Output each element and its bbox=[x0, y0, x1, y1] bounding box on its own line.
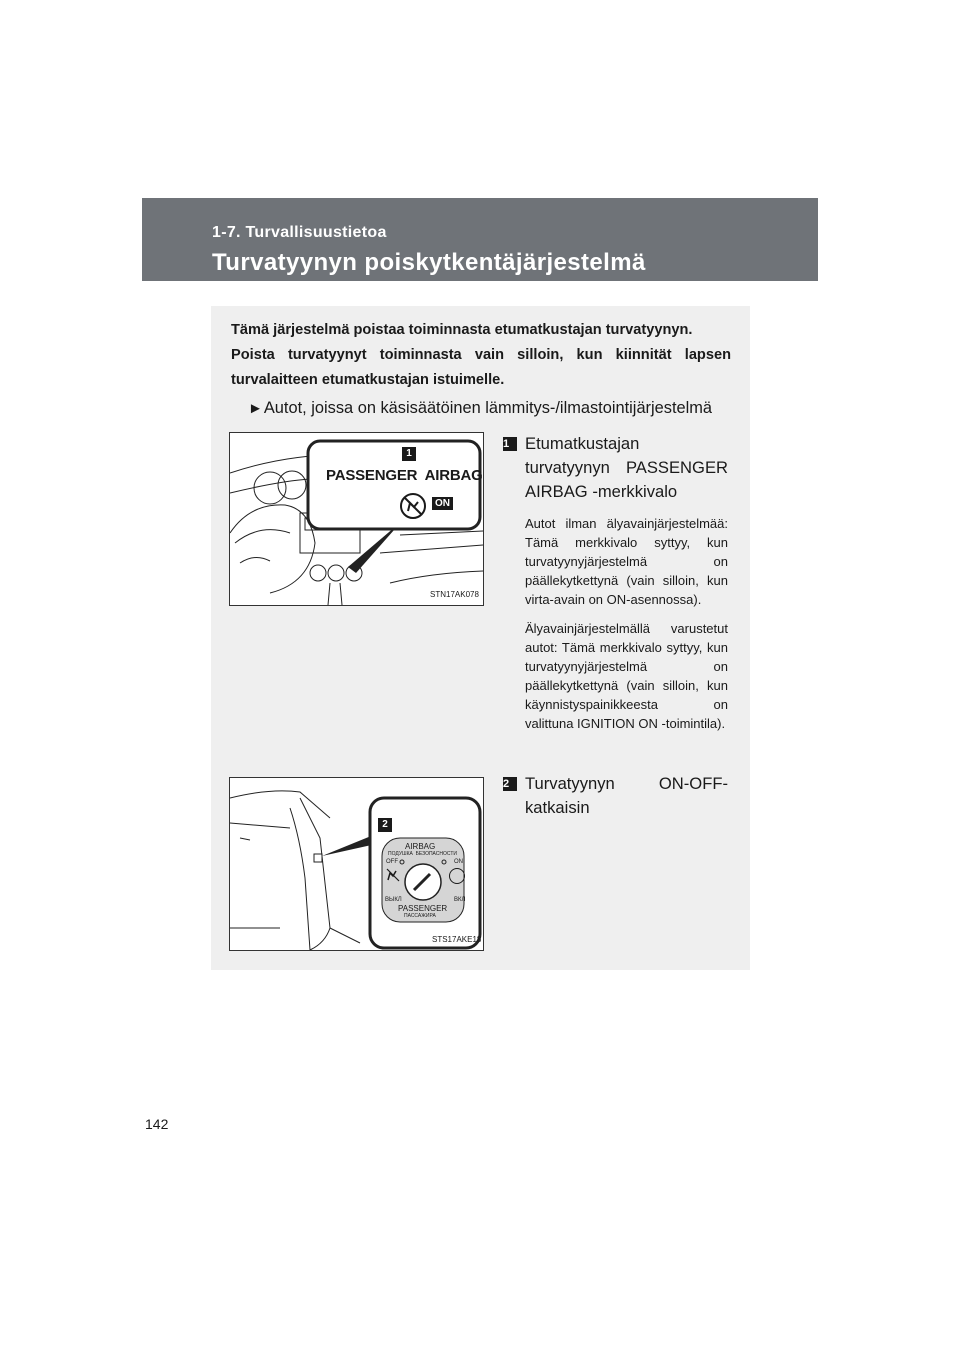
intro-text bbox=[231, 318, 731, 393]
figure-airbag-on-off-switch bbox=[229, 777, 484, 951]
switch-on-ru-label: ВКЛ bbox=[454, 897, 466, 903]
airbag-off-symbol-icon bbox=[400, 493, 426, 519]
switch-label-airbag-ru: ПОДУШКА БЕЗОПАСНОСТИ bbox=[388, 851, 457, 857]
item-1-note-2: Älyavainjärjestelmällä varustetut autot: Tämä merkkivalo syttyy, kun turvatyynyjärjestelmä on päällekytkettynä (vain silloin, kun käynnistyspainikkeesta on valittuna IGNITION ON -toimintila). bbox=[525, 621, 728, 731]
page-number: 142 bbox=[145, 1116, 169, 1132]
page-title: Turvatyynyn poiskytkentäjärjestelmä bbox=[212, 249, 646, 276]
switch-label-passenger-ru: ПАССАЖИРА bbox=[404, 913, 436, 919]
content-panel bbox=[211, 306, 750, 970]
dashboard-illustration bbox=[230, 433, 483, 605]
callout-badge-2: 2 bbox=[378, 818, 392, 832]
glovebox-illustration bbox=[230, 778, 483, 950]
triangle-marker-icon: ► bbox=[248, 400, 263, 417]
switch-label-passenger: PASSENGER bbox=[398, 904, 448, 913]
airbag-disabled-symbol-icon bbox=[386, 868, 400, 882]
item-1 bbox=[503, 432, 728, 733]
on-indicator-badge: ON bbox=[432, 497, 453, 510]
item-2 bbox=[503, 772, 728, 820]
switch-on-label: ON bbox=[454, 859, 463, 865]
callout-badge-1: 1 bbox=[402, 447, 416, 461]
switch-off-ru-label: ВЫКЛ bbox=[385, 897, 402, 903]
figure-passenger-airbag-indicator bbox=[229, 432, 484, 606]
figure-code: STN17AK078 bbox=[430, 590, 479, 599]
item-2-title: 2 Turvatyynyn ON-OFF-katkaisin bbox=[503, 774, 728, 817]
vehicle-variant-heading bbox=[248, 399, 712, 418]
chapter-header bbox=[142, 198, 818, 281]
item-1-note-1: Autot ilman älyavainjärjestelmää: Tämä merkkivalo syttyy, kun turvatyynyjärjestelmä on päällekytkettynä (vain silloin, kun virta-avain on ON-asennossa). bbox=[525, 516, 728, 607]
intro-line-1: Tämä järjestelmä poistaa toiminnasta etumatkustajan turvatyynyn. bbox=[231, 322, 693, 338]
number-badge-2: 2 bbox=[503, 777, 517, 791]
figure-code: STS17AKE18 bbox=[432, 935, 482, 944]
switch-label-airbag: AIRBAG bbox=[405, 842, 436, 851]
passenger-airbag-label: PASSENGER AIRBAG bbox=[326, 467, 483, 484]
number-badge-1: 1 bbox=[503, 437, 517, 451]
variant-text: Autot, joissa on käsisäätöinen lämmitys-/ilmastointijärjestelmä bbox=[263, 399, 713, 417]
intro-line-2: Poista turvatyynyt toiminnasta vain silloin, kun kiinnität lapsen turvalaitteen etumatkustajan istuimelle. bbox=[231, 347, 731, 388]
airbag-enabled-symbol-icon bbox=[449, 868, 465, 884]
switch-off-label: OFF bbox=[386, 859, 398, 865]
item-1-title: 1 Etumatkustajan turvatyynyn PASSENGER AIRBAG -merkkivalo bbox=[503, 434, 728, 501]
section-label: 1-7. Turvallisuustietoa bbox=[212, 224, 387, 241]
